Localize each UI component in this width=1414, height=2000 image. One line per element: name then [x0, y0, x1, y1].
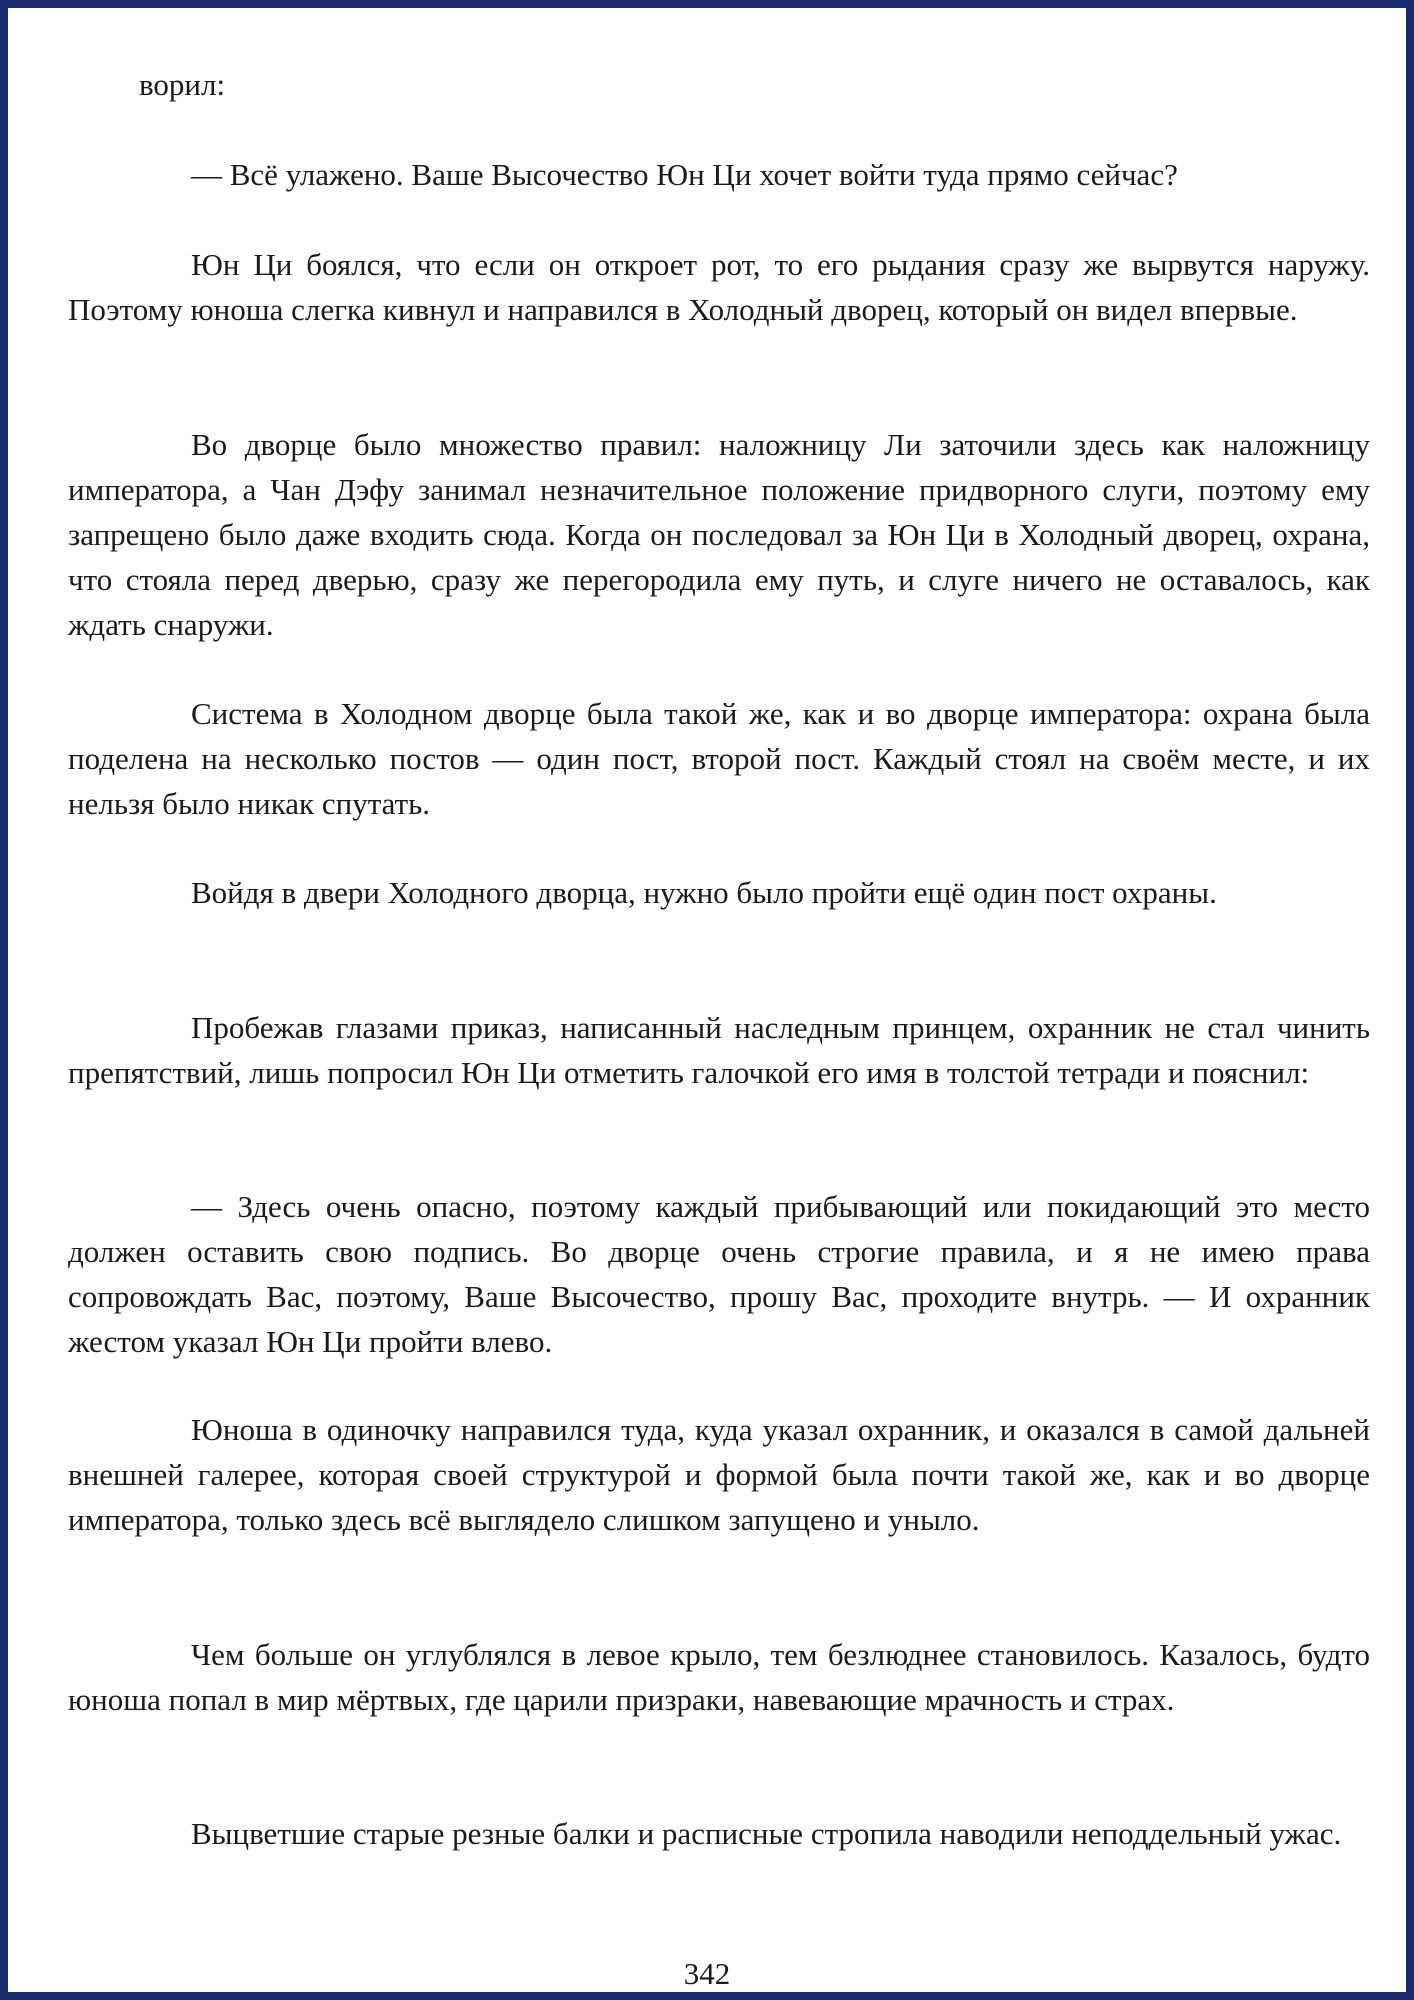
paragraph-1: ворил:: [139, 67, 226, 102]
paragraph-2: — Всё улажено. Ваше Высочество Юн Ци хочет войти туда прямо сейчас?: [191, 157, 1178, 192]
paragraph-4: Во дворце было множество правил: наложницу Ли заточили здесь как наложницу императора, а Чан Дэфу занимал незначительное положение придворного слуги, поэтому ему запрещено было даже входить сюда. Когда он последовал за Юн Ци в Холодный дворец, охрана, что стояла перед дверью, сразу же перегородила ему путь, и слуге ничего не оставалось, как ждать снаружи.: [68, 427, 1370, 642]
paragraph-block-10: [68, 1632, 1370, 1722]
paragraph-7: Пробежав глазами приказ, написанный наследным принцем, охранник не стал чинить препятствий, лишь попросил Юн Ци отметить галочкой его имя в толстой тетради и пояснил:: [68, 1010, 1370, 1090]
page-number: 342: [683, 1956, 731, 1991]
paragraph-3: Юн Ци боялся, что если он откроет рот, то его рыдания сразу же вырвутся наружу. Поэтому юноша слегка кивнул и направился в Холодный дворец, который он видел впервые.: [68, 247, 1370, 327]
paragraph-10: Чем больше он углублялся в левое крыло, тем безлюднее становилось. Казалось, будто юноша попал в мир мёртвых, где царили призраки, навевающие мрачность и страх.: [68, 1637, 1370, 1717]
paragraph-9: Юноша в одиночку направился туда, куда указал охранник, и оказался в самой дальней внешней галерее, которая своей структурой и формой была почти такой же, как и во дворце императора, только здесь всё выглядело слишком запущено и уныло.: [68, 1412, 1370, 1537]
paragraph-8: — Здесь очень опасно, поэтому каждый прибывающий или покидающий это место должен оставить свою подпись. Во дворце очень строгие правила, и я не имею права сопровождать Вас, поэтому, Ваше Высочество, прошу Вас, проходите внутрь. — И охранник жестом указал Юн Ци пройти влево.: [68, 1189, 1370, 1359]
paragraph-5: Система в Холодном дворце была такой же, как и во дворце императора: охрана была поделена на несколько постов — один пост, второй пост. Каждый стоял на своём месте, и их нельзя было никак спутать.: [68, 696, 1370, 821]
paragraph-block-3: [68, 242, 1370, 332]
paragraph-block-8: [68, 1184, 1370, 1364]
paragraph-11: Выцветшие старые резные балки и расписные стропила наводили неподдельный ужас.: [191, 1816, 1342, 1851]
paragraph-block-5: [68, 691, 1370, 826]
paragraph-6: Войдя в двери Холодного дворца, нужно было пройти ещё один пост охраны.: [191, 875, 1217, 910]
paragraph-block-6: [68, 870, 1370, 915]
paragraph-block-11: [68, 1811, 1370, 1856]
paragraph-block-4: [68, 422, 1370, 647]
paragraph-block-2: [68, 152, 1370, 197]
paragraph-block-1: [68, 62, 1370, 107]
paragraph-block-9: [68, 1407, 1370, 1542]
paragraph-block-7: [68, 1005, 1370, 1095]
